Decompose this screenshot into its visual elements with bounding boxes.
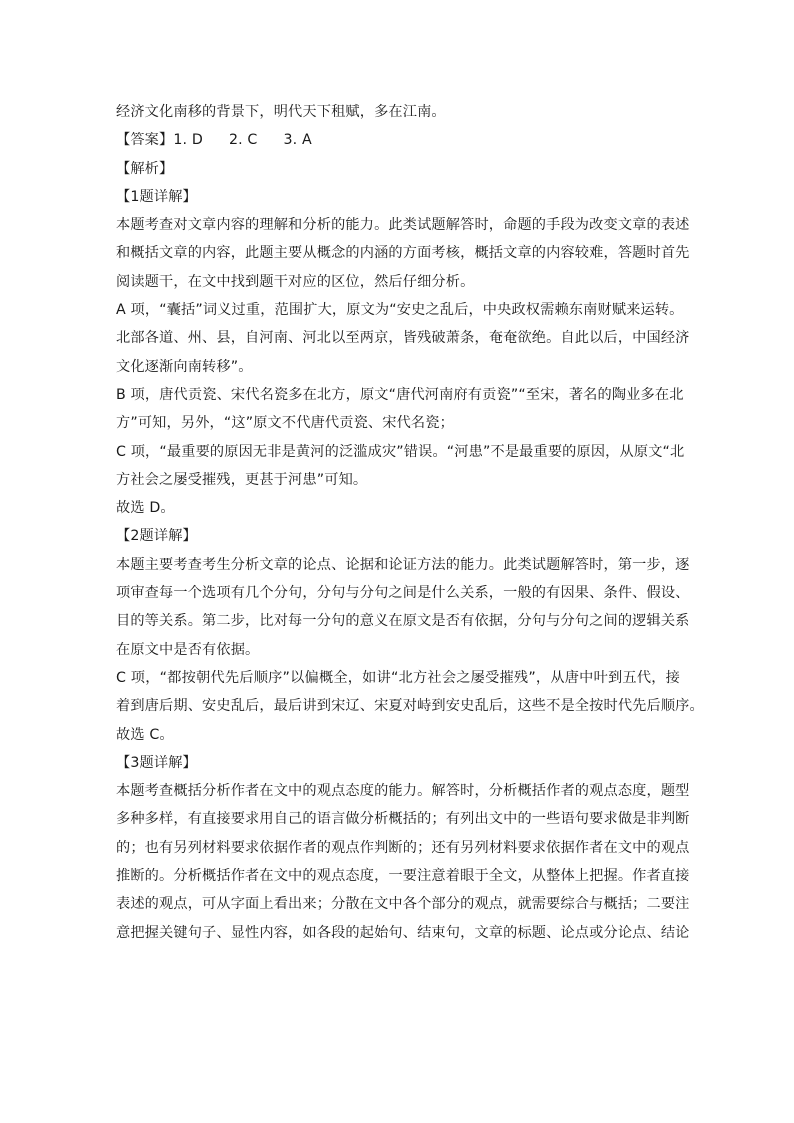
text-line: 在原文中是否有依据。: [116, 641, 260, 658]
text-line: 多种多样，有直接要求用自己的语言做分析概括的；有列出文中的一些语句要求做是非判断: [116, 811, 690, 828]
text-line: 故选 C。: [116, 726, 174, 743]
text-line: 的；也有另列材料要求依据作者的观点作判断的；还有另列材料要求依据作者在文中的观点: [116, 839, 690, 856]
answer-item-2: 2. C: [228, 132, 258, 149]
section-heading-analysis: 【解析】: [116, 160, 174, 177]
text-line: C 项，“都按朝代先后顺序”以偏概全，如讲“北方社会之屡受摧残”，从唐中叶到五代，接: [116, 669, 680, 686]
answer-item-1: 1. D: [173, 132, 203, 149]
text-line: 项审查每一个选项有几个分句，分句与分句之间是什么关系，一般的有因果、条件、假设、: [116, 585, 690, 602]
text-line: 方”可知，另外，“这”原文不代唐代贡瓷、宋代名瓷；: [116, 415, 454, 432]
section-heading-q3: 【3题详解】: [116, 754, 197, 771]
answer-line: [116, 126, 680, 154]
document-body: [116, 98, 704, 947]
text-line: 本题考查对文章内容的理解和分析的能力。此类试题解答时，命题的手段为改变文章的表述: [116, 217, 690, 234]
text-line: 经济文化南移的背景下，明代天下租赋，多在江南。: [116, 104, 446, 120]
section-heading-q2: 【2题详解】: [116, 528, 197, 545]
text-line: 和概括文章的内容，此题主要从概念的内涵的方面考核，概括文章的内容较难，答题时首先: [116, 245, 690, 262]
text-line: 阅读题干，在文中找到题干对应的区位，然后仔细分析。: [116, 273, 475, 290]
text-line: 北部各道、州、县，自河南、河北以至两京，皆残破萧条，奄奄欲绝。自此以后，中国经济: [116, 330, 690, 347]
text-line: 本题主要考查考生分析文章的论点、论据和论证方法的能力。此类试题解答时，第一步，逐: [116, 556, 690, 573]
text-line: B 项，唐代贡瓷、宋代名瓷多在北方，原文“唐代河南府有贡瓷”“至宋，著名的陶业多在北: [116, 386, 684, 403]
text-line: 文化逐渐向南转移”。: [116, 358, 253, 375]
text-line: 本题考查概括分析作者在文中的观点态度的能力。解答时，分析概括作者的观点态度，题型: [116, 783, 690, 800]
text-line: 表述的观点，可从字面上看出来；分散在文中各个部分的观点，就需要综合与概括；二要注: [116, 896, 690, 913]
answer-label: 【答案】: [116, 132, 174, 149]
text-line: C 项，“最重要的原因无非是黄河的泛滥成灾”错误。“河患”不是最重要的原因，从原文“北: [116, 443, 685, 460]
section-heading-q1: 【1题详解】: [116, 188, 197, 205]
text-line: 推断的。分析概括作者在文中的观点态度，一要注意着眼于全文，从整体上把握。作者直接: [116, 868, 690, 885]
text-line: 故选 D。: [116, 500, 175, 517]
text-line: 方社会之屡受摧残，更甚于河患”可知。: [116, 471, 368, 488]
answer-item-3: 3. A: [283, 132, 312, 149]
text-line: A 项，“囊括”词义过重，范围扩大，原文为“安史之乱后，中央政权需赖东南财赋来运转。: [116, 302, 684, 319]
text-line: 意把握关键句子、显性内容，如各段的起始句、结束句，文章的标题、论点或分论点、结论: [116, 924, 690, 941]
text-line: 着到唐后期、安史乱后，最后讲到宋辽、宋夏对峙到安史乱后，这些不是全按时代先后顺序。: [116, 698, 704, 715]
text-line: 目的等关系。第二步，比对每一分句的意义在原文是否有依据，分句与分句之间的逻辑关系: [116, 613, 690, 630]
